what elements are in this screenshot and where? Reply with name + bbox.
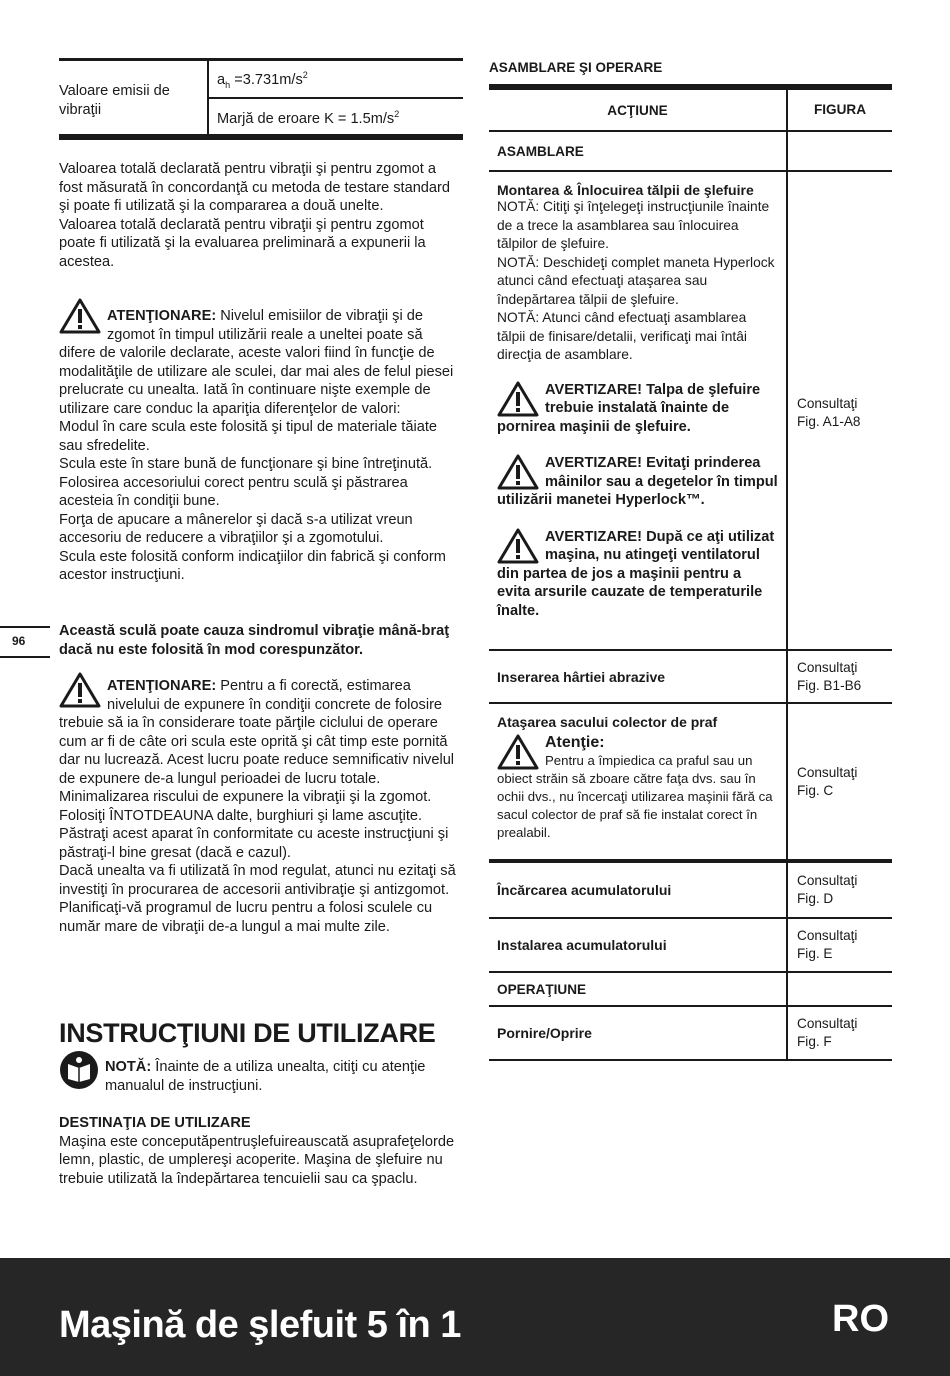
purpose-text: Maşina este conceputăpentruşlefuireauscată asuprafeţelorde lemn, plastic, de umplereşi acoperite. Maşina de şlefuire nu trebuie utilizată la îndepărtarea tencuielii sau ca şpaclu. — [59, 1133, 455, 1187]
action-cell — [489, 704, 788, 859]
note-line: NOTĂ: Citiţi şi înţelegeţi instrucţiunile înainte de a trece la asamblarea sau înlocuirea tălpilor de şlefuire. — [497, 199, 770, 251]
page-number — [0, 626, 50, 658]
list-item: Folosiţi ÎNTOTDEAUNA dalte, burghiuri şi lame ascuţite. — [59, 807, 423, 824]
list-item: Scula este folosită conform indicaţiilor din fabrică şi conform acestor instrucţiuni. — [59, 548, 446, 583]
purpose-heading: DESTINAŢIA DE UTILIZARE — [59, 1115, 251, 1131]
note-label: NOTĂ: — [105, 1059, 152, 1075]
row-title: Instalarea acumulatorului — [497, 937, 667, 953]
product-title: Maşină de şlefuit 5 în 1 — [59, 1304, 461, 1346]
figure-cell: Consultaţi Fig. A1-A8 — [797, 396, 861, 429]
spec-k-value: Marjă de eroare $K = 1.5m/s^2$ — [217, 109, 400, 127]
page-number-text: 96 — [12, 634, 26, 648]
section-label: OPERAŢIUNE — [489, 973, 788, 1005]
vibration-spec-table — [59, 58, 463, 140]
note-line: NOTĂ: Deschideţi complet maneta Hyperlock atunci când efectuaţi ataşarea sau îndepărtarea tălpii de şlefuire. — [497, 254, 775, 307]
action-cell — [489, 172, 788, 649]
empty-cell — [788, 132, 892, 170]
list-item: Dacă unealta va fi utilizată în mod regulat, atunci nu ezitaţi să investiţi în procurarea de accesorii antivibraţie şi antizgomot. — [59, 863, 456, 898]
table-row — [489, 861, 892, 919]
warning-text: Nivelul emisiilor de vibraţii şi de zgomot în timpul utilizării reale a uneltei poate să difere de valorile declarate, aceste valori fiind în funcţie de modalităţile de utilizare ale sculei, dar mai ales de felul piesei prelucrate cu unealta. Iată în continuare nişte exemple de utilizare care conduc la apariţia diferenţelor de valori: — [59, 308, 454, 417]
footer-bar — [0, 1258, 950, 1376]
assembly-heading: ASAMBLARE ŞI OPERARE — [489, 60, 663, 75]
section-row-assembly — [489, 132, 892, 172]
action-cell — [489, 651, 788, 702]
table-divider — [208, 97, 463, 99]
note-text: Înainte de a utiliza unealta, citiţi cu atenţie manualul de instrucţiuni. — [105, 1059, 426, 1094]
table-row — [489, 704, 892, 861]
action-cell — [489, 919, 788, 971]
figure-cell: Consultaţi Fig. B1-B6 — [797, 659, 862, 693]
figure-cell: Consultaţi Fig. D — [797, 873, 858, 906]
figure-cell: Consultaţi Fig. F — [797, 1016, 858, 1049]
purpose-section — [59, 1114, 463, 1188]
list-item: Scula este în stare bună de funcţionare şi bine întreţinută. — [59, 456, 433, 472]
spec-ah-value: $a_h =3.731m/s^2$ — [217, 70, 308, 90]
table-row — [489, 651, 892, 704]
row-title: Încărcarea acumulatorului — [497, 882, 672, 898]
empty-cell — [788, 973, 892, 1005]
assembly-table — [489, 84, 892, 1061]
warning-triangle-icon — [59, 298, 101, 334]
warning-text: AVERTIZARE! Talpa de şlefuire trebuie instalată înainte de pornirea maşinii de şlefuire. — [497, 381, 761, 435]
warning-text: Pentru a fi corectă, estimarea nivelului de expunere în condiţii concrete de folosire trebuie să ia în considerare toate părţile ciclului de operare cum ar fi de câte ori scula este oprită şi cât timp este pornită dar nu lucrează. Acest lucru poate reduce semnificativ nivelul de expunere de-a lungul perioadei de lucru totale. — [59, 678, 455, 787]
warning-triangle-icon — [59, 672, 101, 708]
table-row — [489, 172, 892, 651]
list-item: Minimalizarea riscului de expunere la vibraţii şi la zgomot. — [59, 789, 432, 805]
warning-item — [497, 528, 778, 621]
section-label: ASAMBLARE — [489, 132, 788, 170]
figure-cell: Consultaţi Fig. C — [797, 764, 858, 798]
list-item: Planificaţi-vă programul de lucru pentru a folosi sculele cu număr mare de vibraţii de-a lungul a mai multe zile. — [59, 900, 433, 935]
list-item: Modul în care scula este folosită şi tipul de materiale tăiate sau sfredelite. — [59, 419, 438, 454]
warning-label: ATENŢIONARE: — [107, 308, 217, 324]
warning-triangle-icon — [497, 454, 539, 490]
action-cell — [489, 1007, 788, 1059]
warning-triangle-icon — [497, 528, 539, 564]
spec-label: Valoare emisii de vibraţii — [59, 83, 170, 118]
table-bottom-rule — [59, 134, 463, 140]
table-divider — [207, 61, 209, 137]
row-title: Ataşarea sacului colector de praf — [497, 714, 718, 730]
page-number-rule — [0, 656, 50, 658]
column-header-action: ACŢIUNE — [489, 90, 788, 130]
table-row — [489, 919, 892, 973]
table-row — [489, 1007, 892, 1061]
caution-label: Atenţie: — [545, 734, 605, 751]
table-header-row — [489, 84, 892, 132]
intro-text — [59, 160, 463, 271]
warning-triangle-icon — [497, 381, 539, 417]
warning-item — [497, 381, 778, 437]
instruction-note — [59, 1050, 463, 1095]
warning-block-1 — [59, 298, 463, 585]
list-item: Păstraţi acest aparat în conformitate cu aceste instrucţiuni şi păstraţi-l bine gresat (dacă e cazul). — [59, 826, 449, 861]
warning-triangle-icon — [497, 734, 539, 770]
warning-item — [497, 454, 778, 510]
intro-paragraph: Valoarea totală declarată pentru vibraţii şi pentru zgomot a fost măsurată în concordanţă cu metoda de testare standard şi poate fi utilizată şi la compararea a două unelte. — [59, 161, 451, 214]
language-code: RO — [832, 1298, 889, 1340]
list-item: Folosirea accesoriului corect pentru sculă şi păstrarea acesteia în condiţii bune. — [59, 474, 408, 509]
warning-text: AVERTIZARE! După ce aţi utilizat maşina, nu atingeţi ventilatorul din partea de jos a maşinii pentru a evita arsurile cauzate de temperaturile înalte. — [497, 528, 775, 619]
warning-block-2 — [59, 672, 463, 936]
note-line: NOTĂ: Atunci când efectuaţi asamblarea tălpii de finisare/detalii, verificaţi mai întâi direcţia de asamblare. — [497, 310, 747, 362]
row-title: Inserarea hârtiei abrazive — [497, 668, 666, 685]
figure-cell: Consultaţi Fig. E — [797, 928, 858, 961]
hav-warning: Această sculă poate cauza sindromul vibraţie mână-braţ dacă nu este folosită în mod corespunzător. — [59, 623, 450, 658]
row-title: Pornire/Oprire — [497, 1025, 592, 1041]
caution-text: Pentru a împiedica ca praful sau un obiect străin să zboare către faţa dvs. sau în ochii dvs., nu încercaţi utilizarea maşinii fără ca sacul colector de praf să fie instalat corect în prealabil. — [497, 753, 773, 840]
page-number-rule — [0, 626, 50, 628]
action-cell — [489, 863, 788, 917]
section-row-operation — [489, 973, 892, 1007]
table-top-rule — [59, 58, 463, 61]
list-item: Forţa de apucare a mânerelor şi dacă s-a utilizat vreun accesoriu de reducere a vibraţiilor şi a zgomotului. — [59, 511, 413, 546]
warning-text: AVERTIZARE! Evitaţi prinderea mâinilor sau a degetelor în timpul utilizării manetei Hyperlock™. — [497, 455, 778, 508]
read-manual-icon — [59, 1050, 99, 1090]
column-header-figure: FIGURA — [813, 102, 867, 117]
warning-label: ATENŢIONARE: — [107, 678, 217, 694]
intro-paragraph: Valoarea totală declarată pentru vibraţii şi pentru zgomot poate fi utilizată şi la evaluarea preliminară a expunerii la acestea. — [59, 216, 426, 270]
row-title: Montarea & Înlocuirea tălpii de şlefuire — [497, 182, 754, 198]
section-title: INSTRUCŢIUNI DE UTILIZARE — [59, 1018, 436, 1048]
